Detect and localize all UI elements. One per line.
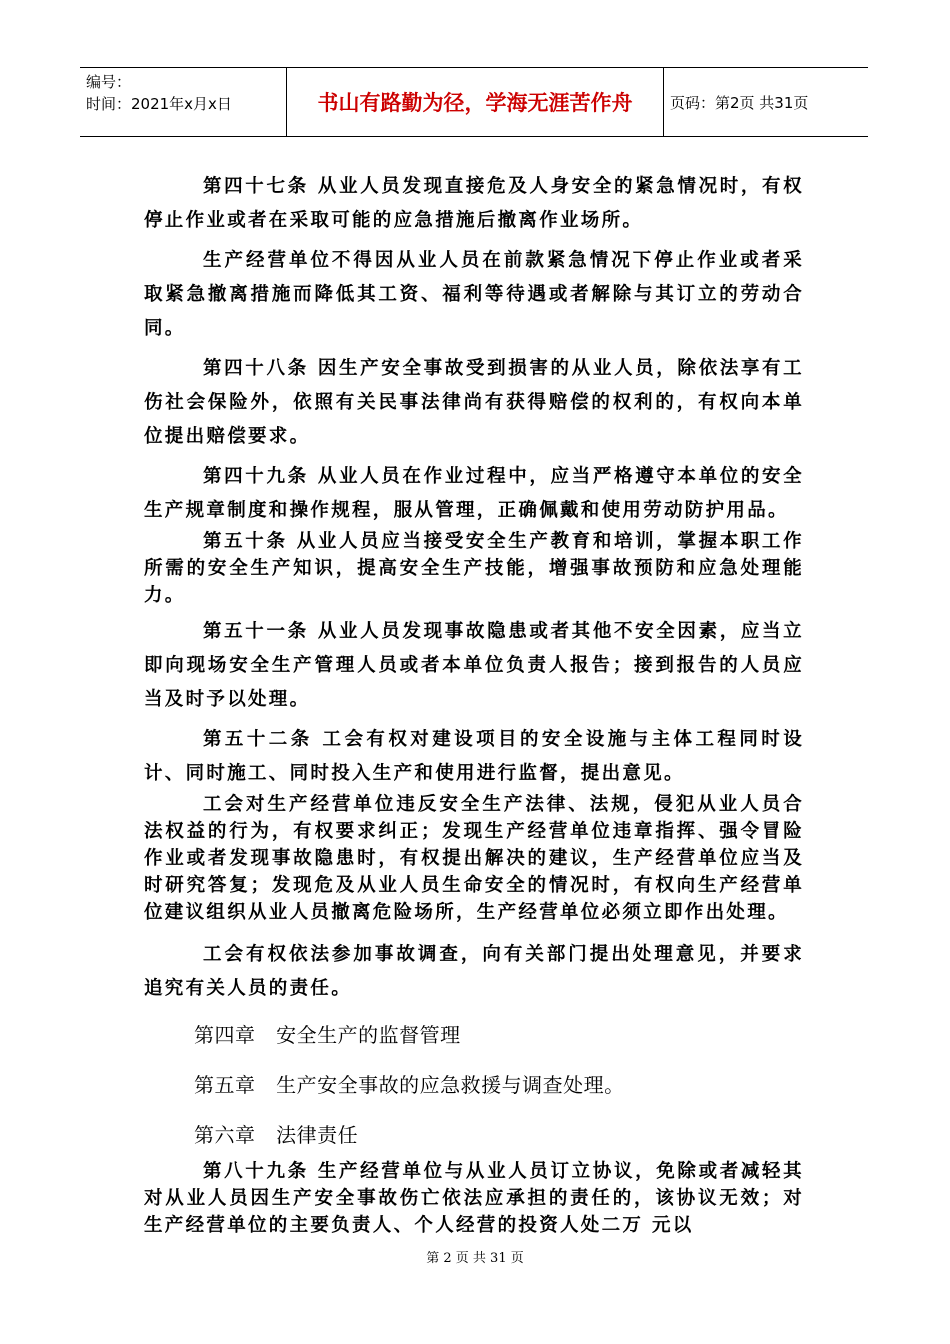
article-47: 第四十七条 从业人员发现直接危及人身安全的紧急情况时，有权停止作业或者在采取可能的应急措施后撤离作业场所。 xyxy=(144,176,804,231)
header-motto: 书山有路勤为径，学海无涯苦作舟 xyxy=(287,68,664,136)
article-48: 第四十八条 因生产安全事故受到损害的从业人员，除依法享有工伤社会保险外，依照有关民事法律尚有获得赔偿的权利的，有权向本单位提出赔偿要求。 xyxy=(144,358,804,447)
page-header xyxy=(80,67,868,137)
article-52: 第五十二条 工会有权对建设项目的安全设施与主体工程同时设计、同时施工、同时投入生产和使用进行监督，提出意见。 xyxy=(144,729,804,784)
time-label: 时间：2021年x月x日 xyxy=(86,95,232,113)
article-52-clause-3: 工会有权依法参加事故调查，向有关部门提出处理意见，并要求追究有关人员的责任。 xyxy=(144,944,804,999)
article-47-clause-2: 生产经营单位不得因从业人员在前款紧急情况下停止作业或者采取紧急撤离措施而降低其工资、福利等待遇或者解除与其订立的劳动合同。 xyxy=(144,250,804,339)
number-label: 编号： xyxy=(86,73,132,91)
document-body xyxy=(144,170,804,1239)
header-page-info: 页码：第2页 共31页 xyxy=(670,93,809,112)
article-52-clause-2: 工会对生产经营单位违反安全生产法律、法规，侵犯从业人员合法权益的行为，有权要求纠正；发现生产经营单位违章指挥、强令冒险作业或者发现事故隐患时，有权提出解决的建议，生产经营单位应当及时研究答复；发现危及从业人员生命安全的情况时，有权向生产经营单位建议组织从业人员撤离危险场所，生产经营单位必须立即作出处理。 xyxy=(144,794,804,923)
article-49: 第四十九条 从业人员在作业过程中，应当严格遵守本单位的安全生产规章制度和操作规程，服从管理，正确佩戴和使用劳动防护用品。 xyxy=(144,466,804,521)
chapter-6-heading: 第六章 法律责任 xyxy=(194,1123,359,1147)
article-51: 第五十一条 从业人员发现事故隐患或者其他不安全因素，应当立即向现场安全生产管理人员或者本单位负责人报告；接到报告的人员应当及时予以处理。 xyxy=(144,621,804,710)
header-left-cell xyxy=(80,68,287,136)
article-89: 第八十九条 生产经营单位与从业人员订立协议，免除或者减轻其对从业人员因生产安全事故伤亡依法应承担的责任的，该协议无效；对生产经营单位的主要负责人、个人经营的投资人处二万 元以 xyxy=(144,1161,804,1236)
article-50: 第五十条 从业人员应当接受安全生产教育和培训，掌握本职工作所需的安全生产知识，提高安全生产技能，增强事故预防和应急处理能力。 xyxy=(144,531,804,606)
chapter-4-heading: 第四章 安全生产的监督管理 xyxy=(194,1023,461,1047)
page-footer: 第 2 页 共 31 页 xyxy=(426,1251,524,1266)
chapter-5-heading: 第五章 生产安全事故的应急救援与调查处理。 xyxy=(194,1073,625,1097)
